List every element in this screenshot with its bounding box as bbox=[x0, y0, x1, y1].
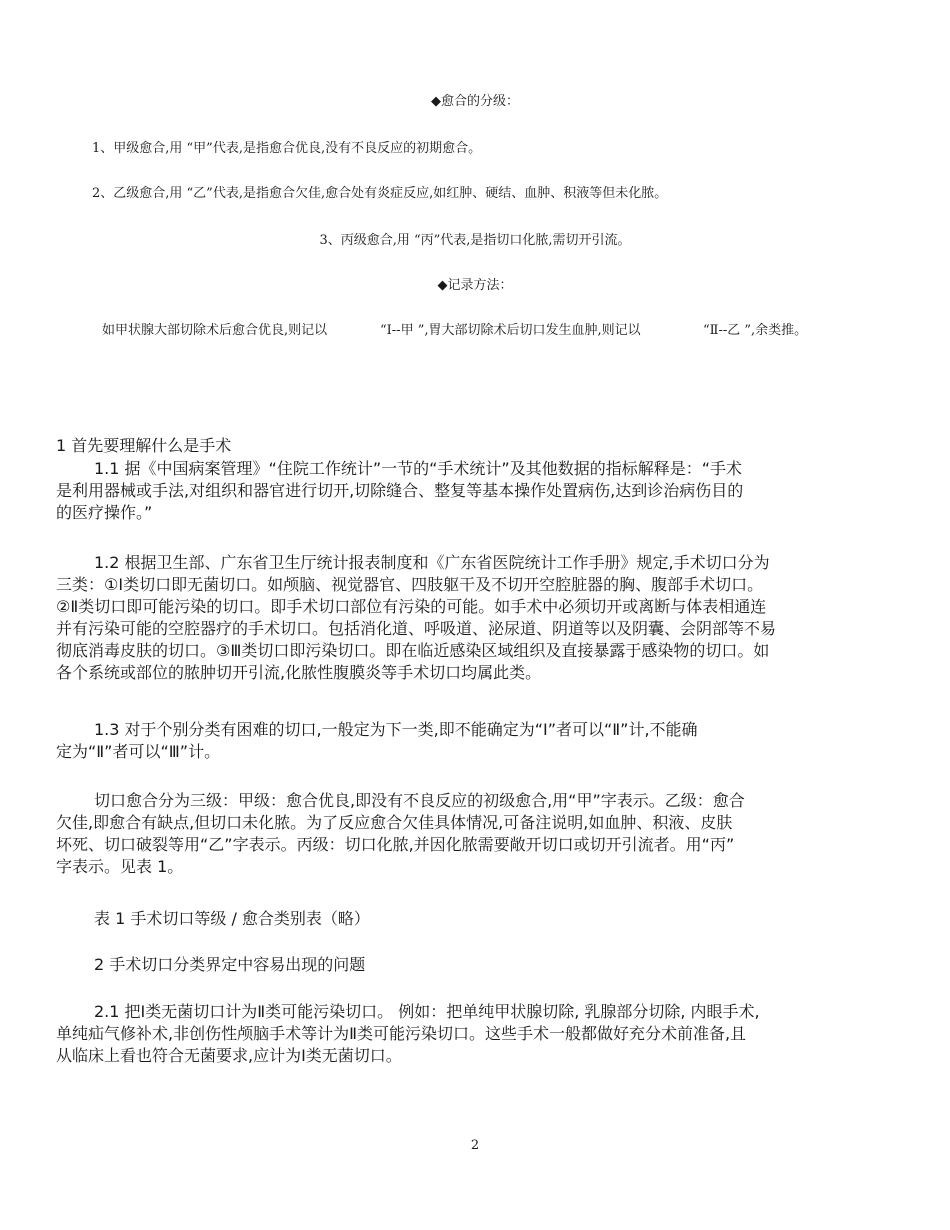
paragraph-line: 彻底消毒皮肤的切口。③Ⅲ类切口即污染切口。即在临近感染区域组织及直接暴露于感染物的切口。如 bbox=[56, 641, 770, 660]
record-text-c: “Ⅱ--乙 ”,余类推。 bbox=[703, 323, 808, 338]
paragraph-line: 1.2 根据卫生部、广东省卫生厅统计报表制度和《广东省医院统计工作手册》规定,手术切口分为 bbox=[94, 553, 770, 572]
paragraph-1-3 bbox=[56, 719, 856, 763]
record-text-a: 如甲状腺大部切除术后愈合优良,则记以 bbox=[102, 323, 328, 338]
paragraph-line: 坏死、切口破裂等用“乙”字表示。丙级：切口化脓,并因化脓需要敞开切口或切开引流者。用“丙” bbox=[56, 835, 735, 854]
grade-1: 1、甲级愈合,用 “甲”代表,是指愈合优良,没有不良反应的初期愈合。 bbox=[92, 141, 482, 156]
record-text-b: “Ⅰ--甲 ”,胃大部切除术后切口发生血肿,则记以 bbox=[380, 323, 641, 338]
section-1-title: 1 首先要理解什么是手术 bbox=[56, 436, 232, 455]
paragraph-2-1 bbox=[56, 1001, 856, 1067]
paragraph-healing bbox=[56, 790, 856, 878]
paragraph-line: 的医疗操作。” bbox=[56, 503, 153, 522]
grade-heading: ◆愈合的分级： bbox=[431, 94, 519, 109]
table-caption: 表 1 手术切口等级 / 愈合类别表（略） bbox=[94, 909, 370, 928]
paragraph-line: 三类：①Ⅰ类切口即无菌切口。如颅脑、视觉器官、四肢躯干及不切开空腔脏器的胸、腹部手术切口。 bbox=[56, 575, 764, 594]
paragraph-line: 定为“Ⅱ”者可以“Ⅲ”计。 bbox=[56, 742, 221, 761]
paragraph-line: 2.1 把Ⅰ类无菌切口计为Ⅱ类可能污染切口。 例如：把单纯甲状腺切除, 乳腺部分切除, 内眼手术, bbox=[94, 1002, 760, 1021]
paragraph-line: 1.3 对于个别分类有困难的切口,一般定为下一类,即不能确定为“Ⅰ”者可以“Ⅱ”计,不能确 bbox=[94, 720, 698, 739]
paragraph-1-2 bbox=[56, 552, 856, 684]
record-heading: ◆记录方法： bbox=[437, 278, 513, 293]
paragraph-line: 并有污染可能的空腔器疗的手术切口。包括消化道、呼吸道、泌尿道、阴道等以及阴囊、会阴部等不易 bbox=[56, 619, 777, 638]
grade-3: 3、丙级愈合,用 “丙”代表,是指切口化脓,需切开引流。 bbox=[319, 233, 631, 248]
page-number: 2 bbox=[470, 1138, 480, 1153]
paragraph-line: 欠佳,即愈合有缺点,但切口未化脓。为了反应愈合欠佳具体情况,可备注说明,如血肿、积液、皮肤 bbox=[56, 813, 733, 832]
section-2-title: 2 手术切口分类界定中容易出现的问题 bbox=[94, 955, 366, 974]
paragraph-line: 单纯疝气修补术,非创伤性颅脑手术等计为Ⅱ类可能污染切口。这些手术一般都做好充分术前准备,且 bbox=[56, 1024, 747, 1043]
paragraph-line: 各个系统或部位的脓肿切开引流,化脓性腹膜炎等手术切口均属此类。 bbox=[56, 663, 542, 682]
paragraph-1-1 bbox=[56, 458, 856, 524]
paragraph-line: 1.1 据《中国病案管理》“住院工作统计”一节的“手术统计”及其他数据的指标解释是：“手术 bbox=[94, 459, 742, 478]
paragraph-line: 字表示。见表 1。 bbox=[56, 857, 184, 876]
paragraph-line: 是利用器械或手法,对组织和器官进行切开,切除缝合、整复等基本操作处置病伤,达到诊治病伤目的 bbox=[56, 481, 744, 500]
paragraph-line: 从临床上看也符合无菌要求,应计为Ⅰ类无菌切口。 bbox=[56, 1046, 402, 1065]
grade-2: 2、乙级愈合,用 “乙”代表,是指愈合欠佳,愈合处有炎症反应,如红肿、硬结、血肿、积液等但未化脓。 bbox=[92, 186, 668, 201]
paragraph-line: ②Ⅱ类切口即可能污染的切口。即手术切口部位有污染的可能。如手术中必须切开或离断与体表相通连 bbox=[56, 597, 767, 616]
paragraph-line: 切口愈合分为三级：甲级：愈合优良,即没有不良反应的初级愈合,用“甲”字表示。乙级：愈合 bbox=[94, 791, 745, 810]
